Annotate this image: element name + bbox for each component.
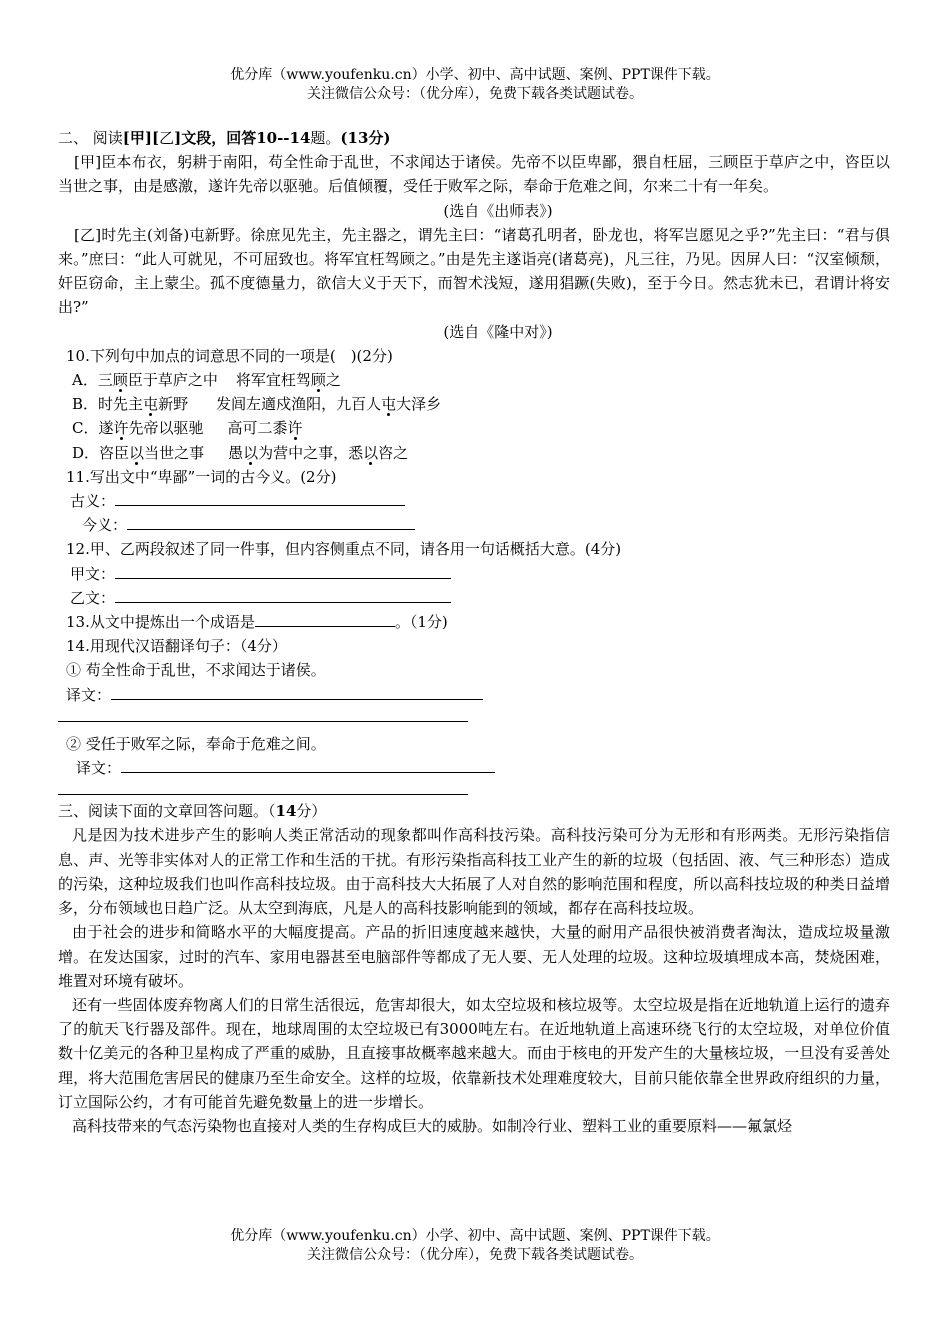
q14-translation-1-extra-line[interactable] [58,707,468,722]
q11-ancient-row [58,489,890,513]
q12-jia-row [58,562,890,586]
header-line-2: 关注微信公众号：（优分库），免费下载各类试题试卷。 [307,86,643,102]
q14-translation-1-blank[interactable] [111,685,483,700]
footer-line-1: 优分库（www.youfenku.cn）小学、初中、高中试题、案例、PPT课件下载。 [230,1228,720,1244]
section-3-paragraph-3: 还有一些固体废弃物离人们的日常生活很远，危害却很大，如太空垃圾和核垃圾等。太空垃圾是指在近地轨道上运行的遗弃了的航天飞行器及部件。现在，地球周围的太空垃圾已有3000吨左右。在近地轨道上高速环绕飞行的太空垃圾，对单位价值数十亿美元的各种卫星构成了严重的威胁，且直接事故概率越来越大。而由于核电的开发产生的大量核垃圾，一旦没有妥善处理，将大范围危害居民的健康乃至生命安全。这样的垃圾，依靠新技术处理难度较大，目前只能依靠全世界政府组织的力量，订立国际公约，才有可能首先避免数量上的进一步增长。 [58,995,890,1111]
passage-yi-source: (选自《隆中对》) [443,322,553,341]
section-3-paragraph-2: 由于社会的进步和简略水平的大幅度提高。产品的折旧速度越来越快，大量的耐用产品很快被消费者淘汰，造成垃圾量激增。在发达国家，过时的汽车、家用电器甚至电脑部件等都成了无人要、无人处理的垃圾。这种垃圾填埋成本高，焚烧困难，堆置对环境有破坏。 [58,923,890,990]
q10-option-a: A．三顾臣于草庐之中 将军宜枉驾顾之 [72,371,341,390]
q14-translation-2-row [58,756,890,780]
section-2-heading: 二、 阅读[甲][乙]文段，回答10--14题。(13分) [58,129,391,147]
q11-modern-blank[interactable] [127,515,415,530]
q14-translation-1-row [58,683,890,707]
question-12: 12.甲、乙两段叙述了同一件事，但内容侧重点不同，请各用一句话概括大意。(4分) [66,540,622,559]
q14-translation-1-label: 译文： [66,685,112,704]
q14-sentence-1: ① 苟全性命于乱世，不求闻达于诸侯。 [66,661,326,680]
section-3-paragraph-1: 凡是因为技术进步产生的影响人类正常活动的现象都叫作高科技污染。高科技污染可分为无形和有形两类。无形污染指信息、声、光等非实体对人的正常工作和生活的干扰。有形污染指高科技工业产生的新的垃圾（包括固、液、气三种形态）造成的污染，这种垃圾我们也叫作高科技垃圾。由于高科技大大拓展了人对自然的影响范围和程度，所以高科技垃圾的种类日益增多，分布领域也日趋广泛。从太空到海底，凡是人的高科技影响能到的领域，都存在高科技垃圾。 [58,826,890,918]
q14-translation-2-extra-line[interactable] [58,780,468,795]
q14-translation-2-label: 译文： [76,759,122,778]
q10-option-b: B．时先主屯新野 发闾左適戍渔阳，九百人屯大泽乡 [72,395,442,414]
q12-yi-blank[interactable] [115,588,451,603]
q10-option-d: D．咨臣以当世之事 愚以为营中之事，悉以咨之 [72,443,409,462]
q14-sentence-2: ② 受任于败军之际，奉命于危难之间。 [66,734,326,753]
q11-ancient-label: 古义： [70,492,116,511]
q10-option-c: C．遂许先帝以驱驰 高可二黍许 [72,419,303,438]
q11-ancient-blank[interactable] [115,491,405,506]
q11-modern-label: 今义： [82,516,128,535]
question-14: 14.用现代汉语翻译句子：（4分） [66,637,287,656]
page-header [0,66,950,104]
footer-line-2: 关注微信公众号：（优分库），免费下载各类试题试卷。 [307,1247,643,1263]
question-11: 11.写出文中“卑鄙”一词的古今义。(2分) [66,467,337,486]
q14-translation-2-blank[interactable] [121,758,495,773]
q13-blank[interactable] [255,612,395,627]
header-line-1: 优分库（www.youfenku.cn）小学、初中、高中试题、案例、PPT课件下载。 [230,67,720,83]
question-10: 10.下列句中加点的词意思不同的一项是( )(2分) [66,346,393,365]
page-footer [0,1227,950,1265]
passage-yi: [乙]时先主(刘备)屯新野。徐庶见先主，先主器之，谓先主曰：“诸葛孔明者，卧龙也，将军岂愿见之乎?”先主曰：“君与俱来。”庶曰：“此人可就见，不可屈致也。将军宜枉驾顾之。”由是先主遂诣亮(诸葛亮)，凡三往，乃见。因屏人曰：“汉室倾颓，奸臣窃命，主上蒙尘。孤不度德量力，欲信大义于天下，而智术浅短，遂用猖蹶(失败)，至于今日。然志犹未已，君谓计将安出?” [58,225,890,317]
passage-jia: [甲]臣本布衣，躬耕于南阳，苟全性命于乱世，不求闻达于诸侯。先帝不以臣卑鄙，猥自枉屈，三顾臣于草庐之中，咨臣以当世之事，由是感激，遂许先帝以驱驰。后值倾覆，受任于败军之际，奉命于危难之间，尔来二十有一年矣。 [58,153,890,196]
q12-yi-row [58,586,890,610]
q11-modern-row [58,513,890,537]
section-3-heading: 三、阅读下面的文章回答问题。（14分） [58,802,327,821]
question-13: 13.从文中提炼出一个成语是 。（1分) [66,613,448,632]
exam-content [58,126,890,1138]
q12-yi-label: 乙文： [70,588,116,607]
section-3-paragraph-4: 高科技带来的气态污染物也直接对人类的生存构成巨大的威胁。如制冷行业、塑料工业的重要原料——氟氯烃 [72,1116,793,1135]
q12-jia-label: 甲文： [70,564,116,583]
q12-jia-blank[interactable] [115,564,451,579]
passage-jia-source: (选自《出师表》) [443,201,553,220]
